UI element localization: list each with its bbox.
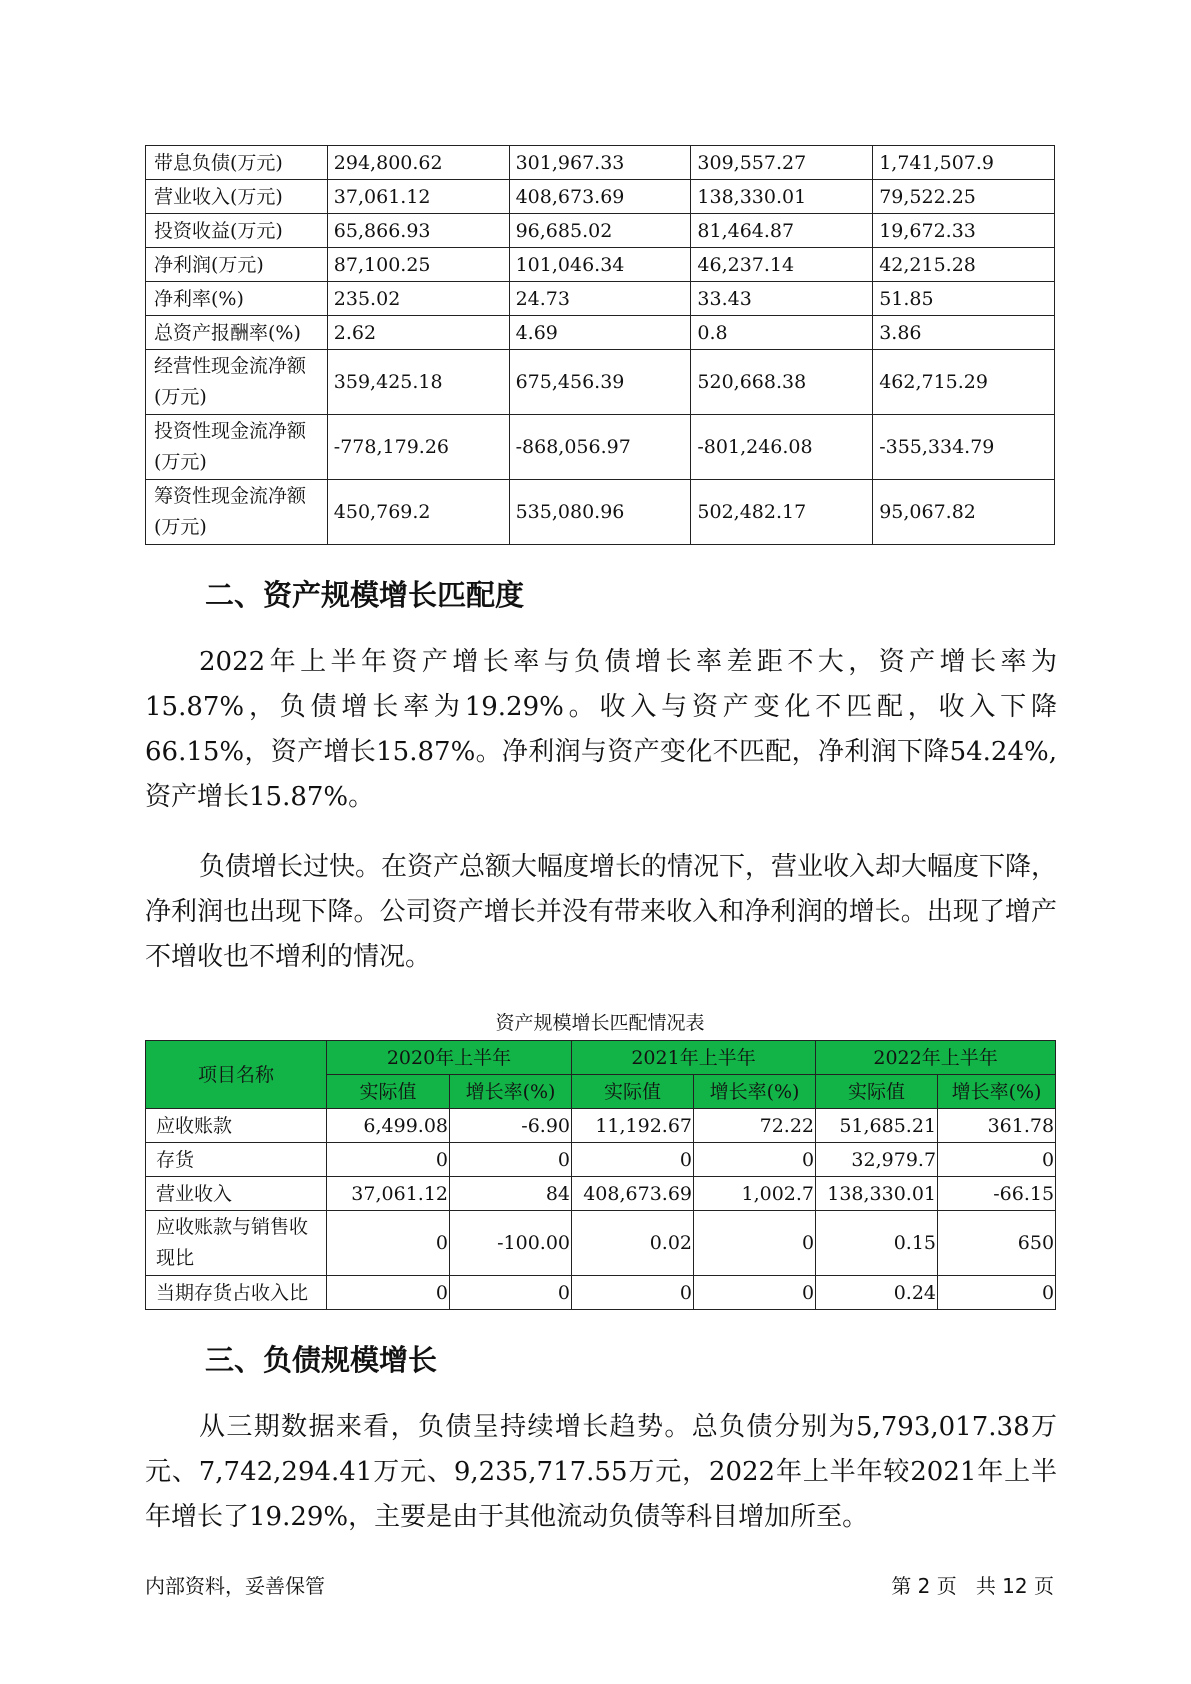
- table-cell: 138,330.01: [691, 180, 873, 214]
- column-header: 实际值: [572, 1075, 694, 1109]
- table-cell: 520,668.38: [691, 350, 873, 415]
- table-cell: -778,179.26: [327, 415, 509, 480]
- table-cell: -868,056.97: [509, 415, 691, 480]
- table-cell: 0: [450, 1276, 572, 1310]
- table-cell: 79,522.25: [873, 180, 1055, 214]
- table-cell: -355,334.79: [873, 415, 1055, 480]
- table-cell: 0: [572, 1143, 694, 1177]
- table-row: [146, 146, 1055, 180]
- row-label: 筹资性现金流净额(万元): [146, 480, 328, 545]
- row-label: 投资收益(万元): [146, 214, 328, 248]
- table-row: [146, 1276, 1056, 1310]
- table-cell: 650: [938, 1211, 1056, 1276]
- row-label: 总资产报酬率(%): [146, 316, 328, 350]
- column-header: 增长率(%): [694, 1075, 816, 1109]
- table-cell: 0: [938, 1276, 1056, 1310]
- table-cell: 96,685.02: [509, 214, 691, 248]
- table-cell: 0.02: [572, 1211, 694, 1276]
- table-cell: 51,685.21: [816, 1109, 938, 1143]
- table-cell: 72.22: [694, 1109, 816, 1143]
- table-cell: 4.69: [509, 316, 691, 350]
- table-cell: 32,979.7: [816, 1143, 938, 1177]
- table-cell: 11,192.67: [572, 1109, 694, 1143]
- table-cell: 1,002.7: [694, 1177, 816, 1211]
- column-header: 项目名称: [146, 1041, 327, 1109]
- table-cell: -100.00: [450, 1211, 572, 1276]
- table-cell: 502,482.17: [691, 480, 873, 545]
- table-cell: -801,246.08: [691, 415, 873, 480]
- row-label: 营业收入(万元): [146, 180, 328, 214]
- section-heading: 三、负债规模增长: [205, 1343, 438, 1377]
- table-row: [146, 248, 1055, 282]
- table-row: [146, 480, 1055, 545]
- table-cell: 301,967.33: [509, 146, 691, 180]
- table-row: [146, 282, 1055, 316]
- row-label: 存货: [146, 1143, 327, 1177]
- table-cell: 462,715.29: [873, 350, 1055, 415]
- table-cell: 101,046.34: [509, 248, 691, 282]
- row-label: 投资性现金流净额(万元): [146, 415, 328, 480]
- row-label: 营业收入: [146, 1177, 327, 1211]
- table-cell: 359,425.18: [327, 350, 509, 415]
- table-cell: 294,800.62: [327, 146, 509, 180]
- table-row: [146, 214, 1055, 248]
- table-cell: 6,499.08: [327, 1109, 450, 1143]
- column-header: 增长率(%): [450, 1075, 572, 1109]
- table-cell: 309,557.27: [691, 146, 873, 180]
- table-cell: 408,673.69: [572, 1177, 694, 1211]
- table-row: [146, 1211, 1056, 1276]
- body-paragraph: 负债增长过快。在资产总额大幅度增长的情况下，营业收入却大幅度下降，净利润也出现下降。公司资产增长并没有带来收入和净利润的增长。出现了增产不增收也不增利的情况。: [145, 852, 1058, 972]
- row-label: 经营性现金流净额(万元): [146, 350, 328, 415]
- table-row: [146, 1143, 1056, 1177]
- table-cell: 81,464.87: [691, 214, 873, 248]
- table-row: [146, 1177, 1056, 1211]
- table-cell: 84: [450, 1177, 572, 1211]
- table-cell: 2.62: [327, 316, 509, 350]
- row-label: 带息负债(万元): [146, 146, 328, 180]
- row-label: 当期存货占收入比: [146, 1276, 327, 1310]
- table-cell: 3.86: [873, 316, 1055, 350]
- table-cell: 1,741,507.9: [873, 146, 1055, 180]
- section-heading: 二、资产规模增长匹配度: [205, 578, 525, 612]
- table-cell: 46,237.14: [691, 248, 873, 282]
- table-cell: 235.02: [327, 282, 509, 316]
- body-paragraph: 从三期数据来看，负债呈持续增长趋势。总负债分别为5,793,017.38万元、7,742,294.41万元、9,235,717.55万元，2022年上半年较2021年上半年增长了19.29%，主要是由于其他流动负债等科目增加所至。: [145, 1412, 1057, 1532]
- table-cell: 450,769.2: [327, 480, 509, 545]
- table-cell: 0: [572, 1276, 694, 1310]
- row-label: 净利润(万元): [146, 248, 328, 282]
- table-cell: 0.24: [816, 1276, 938, 1310]
- table-row: [146, 180, 1055, 214]
- table-cell: 0: [450, 1143, 572, 1177]
- table-cell: 65,866.93: [327, 214, 509, 248]
- table-cell: 0: [327, 1276, 450, 1310]
- table-cell: 535,080.96: [509, 480, 691, 545]
- column-header: 实际值: [816, 1075, 938, 1109]
- table-caption: 资产规模增长匹配情况表: [495, 1012, 705, 1034]
- table-row: [146, 1109, 1056, 1143]
- table-header-row: [146, 1041, 1056, 1075]
- footer-confidential-note: 内部资料，妥善保管: [145, 1574, 325, 1598]
- table-cell: 0: [694, 1211, 816, 1276]
- table-cell: 0: [694, 1143, 816, 1177]
- table-cell: 138,330.01: [816, 1177, 938, 1211]
- column-header: 2022年上半年: [816, 1041, 1056, 1075]
- column-header: 增长率(%): [938, 1075, 1056, 1109]
- table-cell: 0: [327, 1211, 450, 1276]
- table-cell: 87,100.25: [327, 248, 509, 282]
- table-cell: 42,215.28: [873, 248, 1055, 282]
- table-cell: 51.85: [873, 282, 1055, 316]
- table-cell: 37,061.12: [327, 180, 509, 214]
- table-cell: 0.15: [816, 1211, 938, 1276]
- table-cell: 675,456.39: [509, 350, 691, 415]
- table-cell: 0.8: [691, 316, 873, 350]
- table-cell: 0: [938, 1143, 1056, 1177]
- table-cell: 0: [327, 1143, 450, 1177]
- row-label: 应收账款与销售收现比: [146, 1211, 327, 1276]
- table-cell: -66.15: [938, 1177, 1056, 1211]
- table-row: [146, 316, 1055, 350]
- column-header: 2021年上半年: [572, 1041, 816, 1075]
- table-row: [146, 350, 1055, 415]
- table-cell: 19,672.33: [873, 214, 1055, 248]
- table-row: [146, 415, 1055, 480]
- table-cell: 361.78: [938, 1109, 1056, 1143]
- body-paragraph: 2022年上半年资产增长率与负债增长率差距不大，资产增长率为15.87%，负债增长率为19.29%。收入与资产变化不匹配，收入下降66.15%，资产增长15.87%。净利润与资产变化不匹配，净利润下降54.24%,资产增长15.87%。: [145, 647, 1057, 812]
- table-cell: 37,061.12: [327, 1177, 450, 1211]
- table-cell: 408,673.69: [509, 180, 691, 214]
- asset-growth-match-table: [145, 1040, 1056, 1310]
- footer-page-number: 第 2 页 共 12 页: [891, 1574, 1054, 1598]
- column-header: 实际值: [327, 1075, 450, 1109]
- table-cell: -6.90: [450, 1109, 572, 1143]
- table-cell: 0: [694, 1276, 816, 1310]
- table-cell: 33.43: [691, 282, 873, 316]
- financial-indicators-table: [145, 145, 1055, 545]
- table-cell: 95,067.82: [873, 480, 1055, 545]
- row-label: 应收账款: [146, 1109, 327, 1143]
- row-label: 净利率(%): [146, 282, 328, 316]
- table-cell: 24.73: [509, 282, 691, 316]
- column-header: 2020年上半年: [327, 1041, 572, 1075]
